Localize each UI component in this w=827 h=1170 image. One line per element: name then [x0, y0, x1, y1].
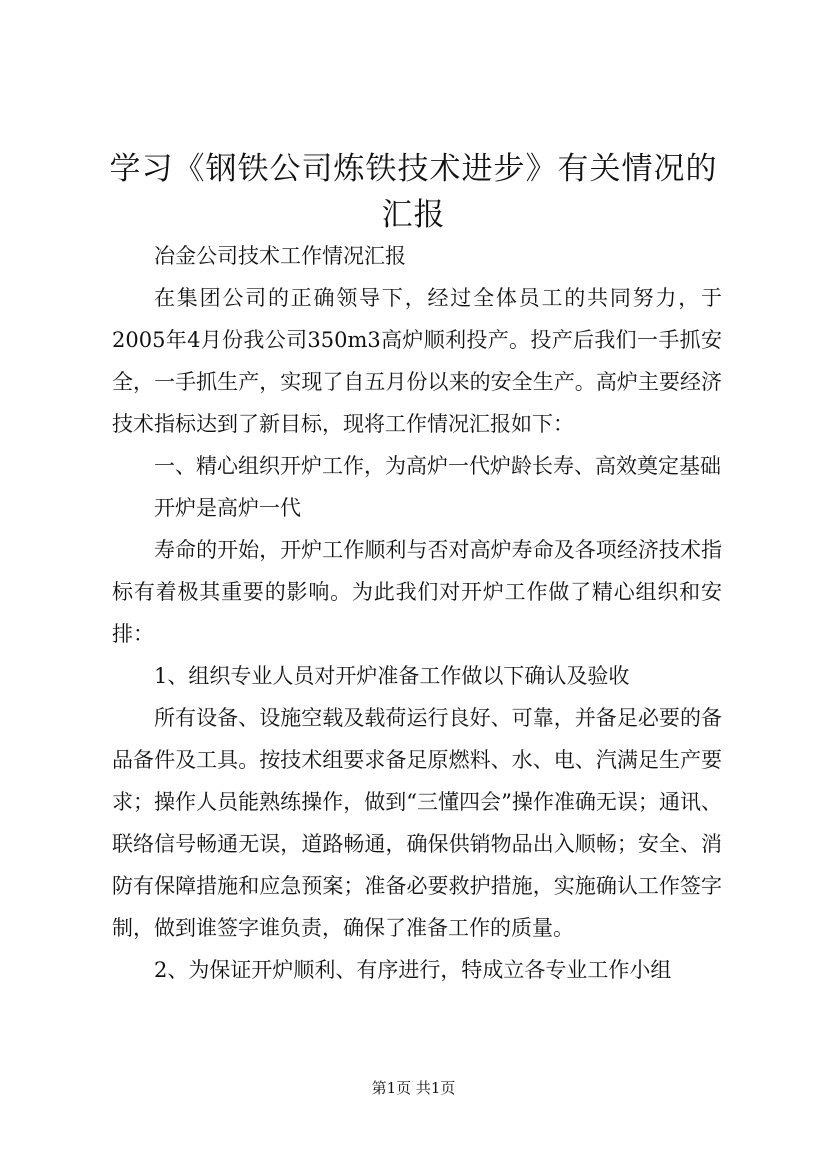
paragraph-fragment: 开炉是高炉一代	[154, 496, 301, 520]
section-heading-1: 一、精心组织开炉工作，为高炉一代炉龄长寿、高效奠定基础	[154, 454, 721, 478]
page-number-footer: 第1页 共1页	[371, 1079, 456, 1097]
subsection-heading-1: 1、组织专业人员对开炉准备工作做以下确认及验收	[154, 664, 630, 688]
paragraph-subtitle: 冶金公司技术工作情况汇报	[154, 244, 406, 268]
document-body	[112, 235, 722, 991]
document-title: 学习《钢铁公司炼铁技术进步》有关情况的汇报	[109, 151, 718, 233]
paragraph-lifetime: 寿命的开始，开炉工作顺利与否对高炉寿命及各项经济技术指标有着极其重要的影响。为此我们对开炉工作做了精心组织和安排：	[112, 538, 722, 646]
subsection-heading-2: 2、为保证开炉顺利、有序进行，特成立各专业工作小组	[154, 958, 672, 982]
paragraph-preparation: 所有设备、设施空载及载荷运行良好、可靠，并备足必要的备品备件及工具。按技术组要求备足原燃料、水、电、汽满足生产要求；操作人员能熟练操作，做到“三懂四会”操作准确无误；通讯、联络信号畅通无误，道路畅通，确保供销物品出入顺畅；安全、消防有保障措施和应急预案；准备必要救护措施，实施确认工作签字制，做到谁签字谁负责，确保了准备工作的质量。	[112, 706, 722, 940]
paragraph-intro: 在集团公司的正确领导下，经过全体员工的共同努力，于2005年4月份我公司350m3高炉顺利投产。投产后我们一手抓安全，一手抓生产，实现了自五月份以来的安全生产。高炉主要经济技术指标达到了新目标，现将工作情况汇报如下：	[112, 286, 722, 436]
